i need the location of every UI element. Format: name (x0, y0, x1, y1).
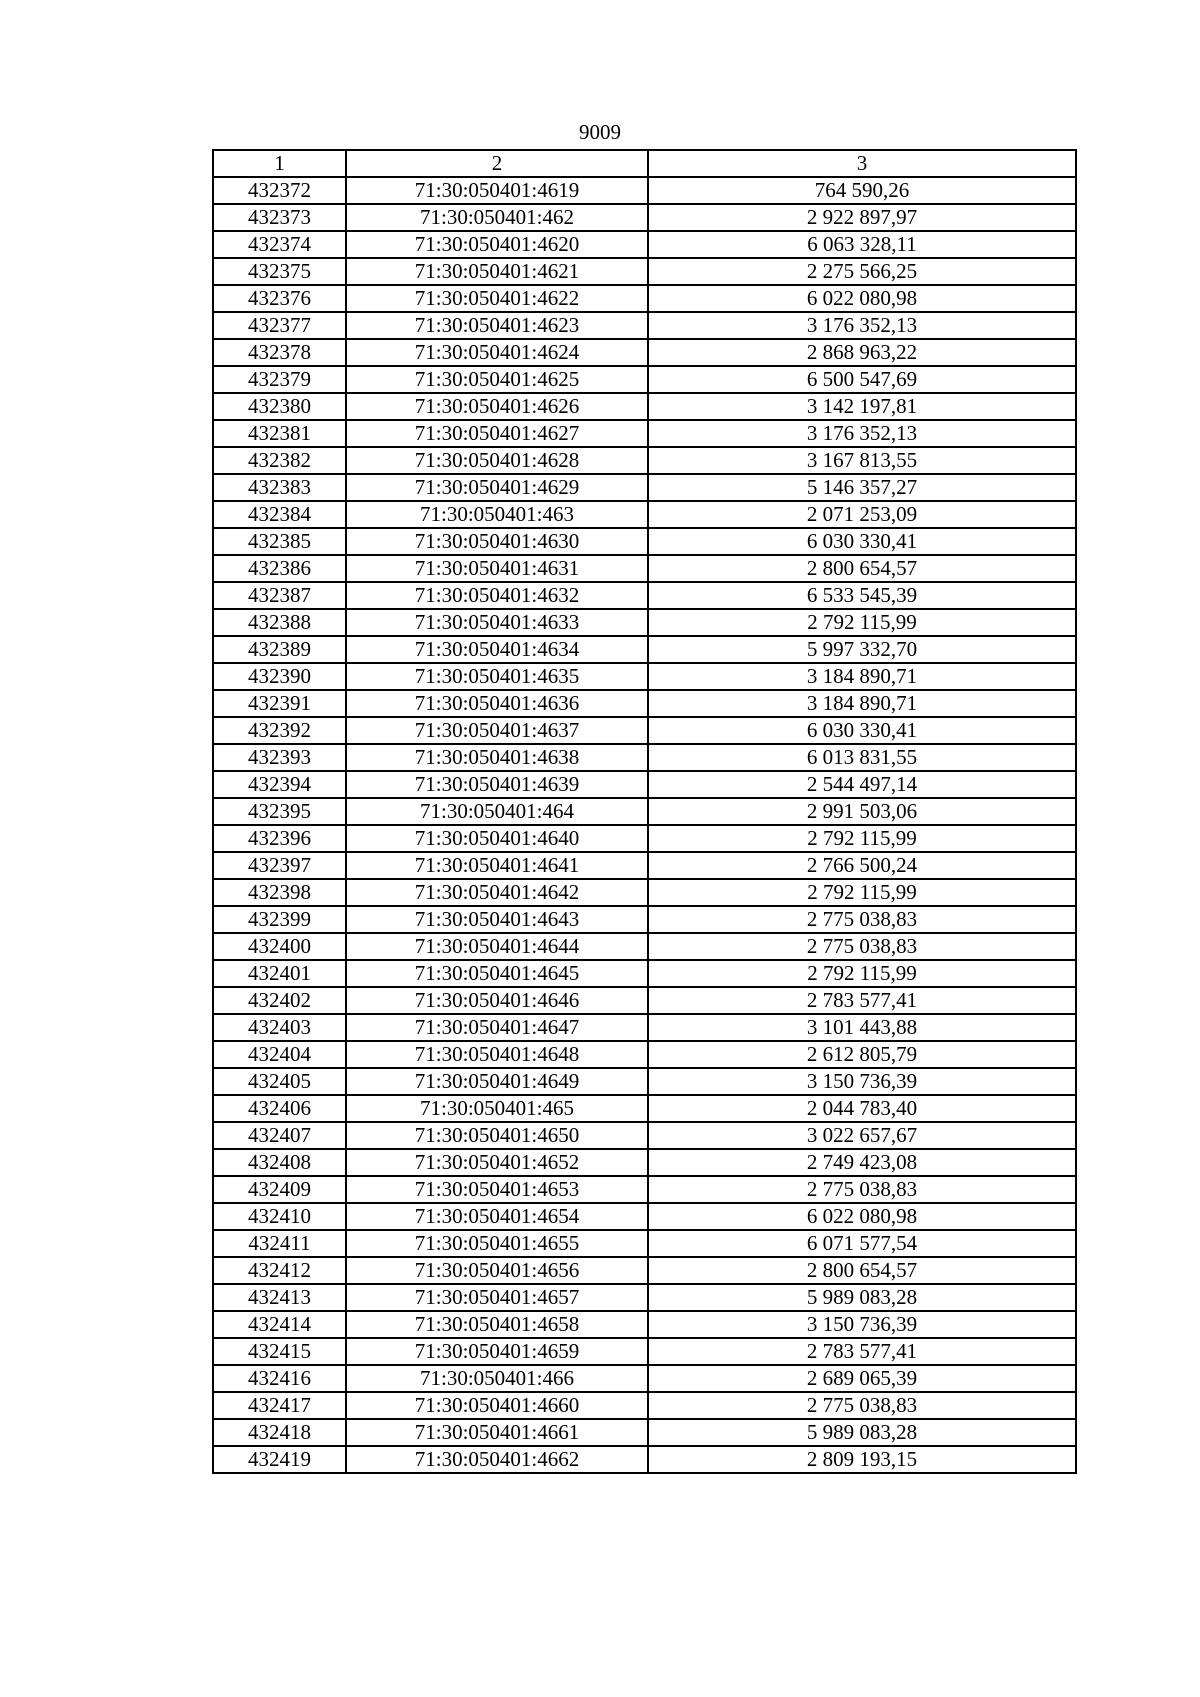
table-row (213, 1203, 1076, 1230)
table-row (213, 420, 1076, 447)
value-cell: 6 013 831,55 (648, 744, 1076, 771)
table-row (213, 1419, 1076, 1446)
value-cell: 3 150 736,39 (648, 1068, 1076, 1095)
table-row (213, 1392, 1076, 1419)
cadastral-number-cell: 71:30:050401:4619 (346, 177, 648, 204)
table-row (213, 717, 1076, 744)
cadastral-number-cell: 71:30:050401:4650 (346, 1122, 648, 1149)
row-number-cell: 432419 (213, 1446, 346, 1473)
row-number-cell: 432394 (213, 771, 346, 798)
value-cell: 2 783 577,41 (648, 987, 1076, 1014)
cadastral-number-cell: 71:30:050401:4635 (346, 663, 648, 690)
cadastral-number-cell: 71:30:050401:4642 (346, 879, 648, 906)
row-number-cell: 432379 (213, 366, 346, 393)
table-row (213, 933, 1076, 960)
row-number-cell: 432399 (213, 906, 346, 933)
column-header-1: 1 (213, 150, 346, 177)
data-table (212, 149, 1077, 1474)
row-number-cell: 432418 (213, 1419, 346, 1446)
value-cell: 6 022 080,98 (648, 285, 1076, 312)
row-number-cell: 432397 (213, 852, 346, 879)
row-number-cell: 432374 (213, 231, 346, 258)
row-number-cell: 432375 (213, 258, 346, 285)
table-row (213, 1149, 1076, 1176)
table-row (213, 906, 1076, 933)
row-number-cell: 432376 (213, 285, 346, 312)
value-cell: 2 783 577,41 (648, 1338, 1076, 1365)
cadastral-number-cell: 71:30:050401:4638 (346, 744, 648, 771)
cadastral-number-cell: 71:30:050401:4622 (346, 285, 648, 312)
value-cell: 2 689 065,39 (648, 1365, 1076, 1392)
table-row (213, 447, 1076, 474)
table-row (213, 663, 1076, 690)
cadastral-number-cell: 71:30:050401:4641 (346, 852, 648, 879)
row-number-cell: 432385 (213, 528, 346, 555)
row-number-cell: 432410 (213, 1203, 346, 1230)
value-cell: 2 766 500,24 (648, 852, 1076, 879)
cadastral-number-cell: 71:30:050401:4657 (346, 1284, 648, 1311)
table-row (213, 555, 1076, 582)
value-cell: 2 809 193,15 (648, 1446, 1076, 1473)
value-cell: 6 500 547,69 (648, 366, 1076, 393)
cadastral-number-cell: 71:30:050401:4644 (346, 933, 648, 960)
value-cell: 3 150 736,39 (648, 1311, 1076, 1338)
row-number-cell: 432389 (213, 636, 346, 663)
table-row (213, 1338, 1076, 1365)
value-cell: 6 071 577,54 (648, 1230, 1076, 1257)
column-header-3: 3 (648, 150, 1076, 177)
cadastral-number-cell: 71:30:050401:4649 (346, 1068, 648, 1095)
value-cell: 2 775 038,83 (648, 933, 1076, 960)
cadastral-number-cell: 71:30:050401:4640 (346, 825, 648, 852)
table-row (213, 582, 1076, 609)
value-cell: 2 792 115,99 (648, 960, 1076, 987)
value-cell: 3 101 443,88 (648, 1014, 1076, 1041)
cadastral-number-cell: 71:30:050401:4643 (346, 906, 648, 933)
row-number-cell: 432406 (213, 1095, 346, 1122)
cadastral-number-cell: 71:30:050401:4634 (346, 636, 648, 663)
table-row (213, 204, 1076, 231)
table-row (213, 609, 1076, 636)
table-row (213, 798, 1076, 825)
table-row (213, 501, 1076, 528)
table-row (213, 231, 1076, 258)
cadastral-number-cell: 71:30:050401:4630 (346, 528, 648, 555)
table-row (213, 1068, 1076, 1095)
value-cell: 2 800 654,57 (648, 1257, 1076, 1284)
value-cell: 2 868 963,22 (648, 339, 1076, 366)
page-number: 9009 (579, 120, 621, 144)
row-number-cell: 432372 (213, 177, 346, 204)
table-row (213, 285, 1076, 312)
row-number-cell: 432382 (213, 447, 346, 474)
cadastral-number-cell: 71:30:050401:4625 (346, 366, 648, 393)
data-table-container (212, 149, 1075, 1474)
cadastral-number-cell: 71:30:050401:4661 (346, 1419, 648, 1446)
cadastral-number-cell: 71:30:050401:4653 (346, 1176, 648, 1203)
row-number-cell: 432380 (213, 393, 346, 420)
table-row (213, 258, 1076, 285)
value-cell: 2 749 423,08 (648, 1149, 1076, 1176)
table-row (213, 1176, 1076, 1203)
row-number-cell: 432408 (213, 1149, 346, 1176)
cadastral-number-cell: 71:30:050401:4654 (346, 1203, 648, 1230)
table-row (213, 1284, 1076, 1311)
cadastral-number-cell: 71:30:050401:4633 (346, 609, 648, 636)
value-cell: 6 533 545,39 (648, 582, 1076, 609)
cadastral-number-cell: 71:30:050401:4662 (346, 1446, 648, 1473)
value-cell: 5 989 083,28 (648, 1419, 1076, 1446)
table-row (213, 960, 1076, 987)
row-number-cell: 432396 (213, 825, 346, 852)
value-cell: 6 063 328,11 (648, 231, 1076, 258)
cadastral-number-cell: 71:30:050401:4656 (346, 1257, 648, 1284)
value-cell: 5 146 357,27 (648, 474, 1076, 501)
value-cell: 2 991 503,06 (648, 798, 1076, 825)
value-cell: 5 989 083,28 (648, 1284, 1076, 1311)
value-cell: 3 022 657,67 (648, 1122, 1076, 1149)
row-number-cell: 432411 (213, 1230, 346, 1257)
table-row (213, 1365, 1076, 1392)
value-cell: 2 775 038,83 (648, 906, 1076, 933)
value-cell: 764 590,26 (648, 177, 1076, 204)
table-row (213, 312, 1076, 339)
row-number-cell: 432377 (213, 312, 346, 339)
value-cell: 2 775 038,83 (648, 1176, 1076, 1203)
value-cell: 2 775 038,83 (648, 1392, 1076, 1419)
table-row (213, 987, 1076, 1014)
cadastral-number-cell: 71:30:050401:4632 (346, 582, 648, 609)
value-cell: 2 792 115,99 (648, 609, 1076, 636)
cadastral-number-cell: 71:30:050401:4627 (346, 420, 648, 447)
cadastral-number-cell: 71:30:050401:4655 (346, 1230, 648, 1257)
row-number-cell: 432381 (213, 420, 346, 447)
table-row (213, 1014, 1076, 1041)
cadastral-number-cell: 71:30:050401:4659 (346, 1338, 648, 1365)
cadastral-number-cell: 71:30:050401:463 (346, 501, 648, 528)
cadastral-number-cell: 71:30:050401:464 (346, 798, 648, 825)
table-row (213, 393, 1076, 420)
value-cell: 3 176 352,13 (648, 312, 1076, 339)
row-number-cell: 432416 (213, 1365, 346, 1392)
value-cell: 3 184 890,71 (648, 690, 1076, 717)
row-number-cell: 432414 (213, 1311, 346, 1338)
row-number-cell: 432413 (213, 1284, 346, 1311)
row-number-cell: 432400 (213, 933, 346, 960)
row-number-cell: 432383 (213, 474, 346, 501)
value-cell: 2 792 115,99 (648, 825, 1076, 852)
row-number-cell: 432390 (213, 663, 346, 690)
row-number-cell: 432417 (213, 1392, 346, 1419)
cadastral-number-cell: 71:30:050401:4626 (346, 393, 648, 420)
table-row (213, 690, 1076, 717)
row-number-cell: 432407 (213, 1122, 346, 1149)
row-number-cell: 432398 (213, 879, 346, 906)
table-row (213, 879, 1076, 906)
cadastral-number-cell: 71:30:050401:4652 (346, 1149, 648, 1176)
row-number-cell: 432386 (213, 555, 346, 582)
cadastral-number-cell: 71:30:050401:4629 (346, 474, 648, 501)
cadastral-number-cell: 71:30:050401:4628 (346, 447, 648, 474)
row-number-cell: 432395 (213, 798, 346, 825)
cadastral-number-cell: 71:30:050401:4636 (346, 690, 648, 717)
table-row (213, 1257, 1076, 1284)
value-cell: 3 142 197,81 (648, 393, 1076, 420)
table-row (213, 1230, 1076, 1257)
table-row (213, 825, 1076, 852)
cadastral-number-cell: 71:30:050401:462 (346, 204, 648, 231)
value-cell: 2 044 783,40 (648, 1095, 1076, 1122)
row-number-cell: 432378 (213, 339, 346, 366)
table-row (213, 1446, 1076, 1473)
table-row (213, 366, 1076, 393)
row-number-cell: 432409 (213, 1176, 346, 1203)
table-row (213, 1311, 1076, 1338)
table-row (213, 1041, 1076, 1068)
value-cell: 2 275 566,25 (648, 258, 1076, 285)
table-row (213, 636, 1076, 663)
table-row (213, 177, 1076, 204)
cadastral-number-cell: 71:30:050401:4647 (346, 1014, 648, 1041)
value-cell: 6 030 330,41 (648, 528, 1076, 555)
cadastral-number-cell: 71:30:050401:466 (346, 1365, 648, 1392)
row-number-cell: 432387 (213, 582, 346, 609)
row-number-cell: 432401 (213, 960, 346, 987)
cadastral-number-cell: 71:30:050401:4648 (346, 1041, 648, 1068)
row-number-cell: 432384 (213, 501, 346, 528)
table-row (213, 474, 1076, 501)
table-row (213, 339, 1076, 366)
row-number-cell: 432373 (213, 204, 346, 231)
cadastral-number-cell: 71:30:050401:4639 (346, 771, 648, 798)
row-number-cell: 432405 (213, 1068, 346, 1095)
cadastral-number-cell: 71:30:050401:4620 (346, 231, 648, 258)
value-cell: 6 022 080,98 (648, 1203, 1076, 1230)
value-cell: 2 071 253,09 (648, 501, 1076, 528)
cadastral-number-cell: 71:30:050401:465 (346, 1095, 648, 1122)
table-row (213, 1095, 1076, 1122)
cadastral-number-cell: 71:30:050401:4658 (346, 1311, 648, 1338)
value-cell: 2 612 805,79 (648, 1041, 1076, 1068)
row-number-cell: 432415 (213, 1338, 346, 1365)
table-row (213, 1122, 1076, 1149)
value-cell: 2 922 897,97 (648, 204, 1076, 231)
value-cell: 3 167 813,55 (648, 447, 1076, 474)
table-row (213, 528, 1076, 555)
cadastral-number-cell: 71:30:050401:4637 (346, 717, 648, 744)
row-number-cell: 432402 (213, 987, 346, 1014)
table-header-row (213, 150, 1076, 177)
row-number-cell: 432393 (213, 744, 346, 771)
table-body (213, 177, 1076, 1473)
row-number-cell: 432403 (213, 1014, 346, 1041)
value-cell: 3 176 352,13 (648, 420, 1076, 447)
column-header-2: 2 (346, 150, 648, 177)
row-number-cell: 432392 (213, 717, 346, 744)
cadastral-number-cell: 71:30:050401:4631 (346, 555, 648, 582)
row-number-cell: 432404 (213, 1041, 346, 1068)
value-cell: 5 997 332,70 (648, 636, 1076, 663)
cadastral-number-cell: 71:30:050401:4660 (346, 1392, 648, 1419)
cadastral-number-cell: 71:30:050401:4623 (346, 312, 648, 339)
value-cell: 3 184 890,71 (648, 663, 1076, 690)
cadastral-number-cell: 71:30:050401:4621 (346, 258, 648, 285)
cadastral-number-cell: 71:30:050401:4624 (346, 339, 648, 366)
table-row (213, 852, 1076, 879)
row-number-cell: 432388 (213, 609, 346, 636)
value-cell: 2 792 115,99 (648, 879, 1076, 906)
value-cell: 2 544 497,14 (648, 771, 1076, 798)
row-number-cell: 432412 (213, 1257, 346, 1284)
value-cell: 6 030 330,41 (648, 717, 1076, 744)
cadastral-number-cell: 71:30:050401:4645 (346, 960, 648, 987)
cadastral-number-cell: 71:30:050401:4646 (346, 987, 648, 1014)
table-row (213, 744, 1076, 771)
table-row (213, 771, 1076, 798)
row-number-cell: 432391 (213, 690, 346, 717)
value-cell: 2 800 654,57 (648, 555, 1076, 582)
